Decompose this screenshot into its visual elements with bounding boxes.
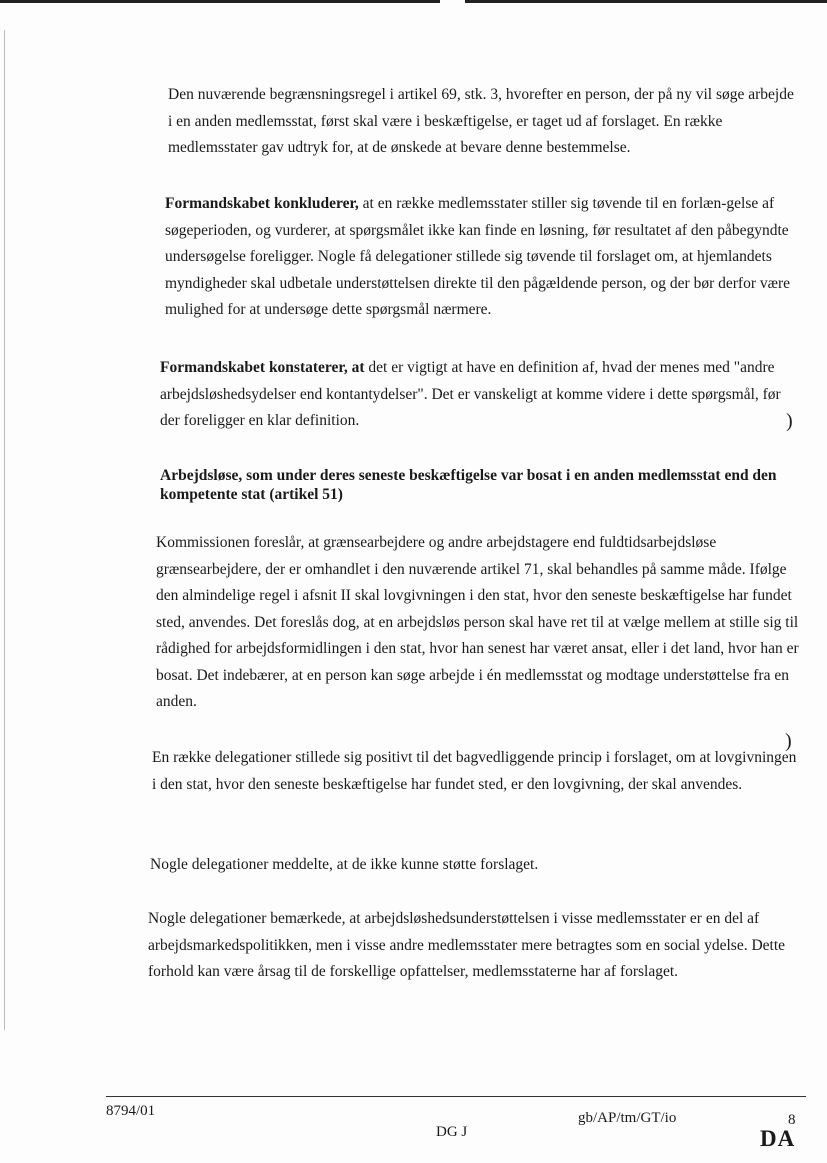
paragraph-6: Nogle delegationer meddelte, at de ikke kunne støtte forslaget. <box>150 856 539 873</box>
margin-mark-bracket: ) <box>786 410 793 432</box>
paragraph-7: Nogle delegationer bemærkede, at arbejdsløshedsunderstøttelsen i visse medlemsstater er en del af arbejdsmarkedspolitikken, men i visse andre medlemsstater mere betragtes som en social ydelse. Dette forhold kan være årsag til de forskellige opfattelser, medlemsstaterne har af forslaget. <box>148 910 786 980</box>
top-border-right <box>465 0 827 3</box>
margin-mark-bracket-2: ) <box>785 730 792 752</box>
paragraph-3-lead: Formandskabet konstaterer, at <box>160 359 365 376</box>
paragraph-3-body: det er vigtigt at have en definition af, hvad der menes med "andre arbejdsløshedsydelser end kontantydelser". Det er vanskeligt at komme videre i dette spørgsmål, før der foreligger en klar definition. <box>160 359 781 429</box>
paragraph-2-lead: Formandskabet konkluderer, <box>165 195 359 212</box>
paragraph-5: En række delegationer stillede sig positivt til det bagvedliggende princip i forslaget, om at lovgivningen i den stat, hvor den seneste beskæftigelse har fundet sted, er den lovgivning, der skal anvendes. <box>152 749 797 793</box>
footer-rule <box>106 1096 806 1097</box>
section-heading: Arbejdsløse, som under deres seneste beskæftigelse var bosat i en anden medlemsstat end den kompetente stat (artikel 51) <box>160 467 777 503</box>
paragraph-2 <box>165 191 800 324</box>
footer-doc-number: 8794/01 <box>106 1103 156 1119</box>
footer-initials: gb/AP/tm/GT/io <box>578 1110 677 1126</box>
paragraph-2-body: at en række medlemsstater stiller sig tøvende til en forlæn-gelse af søgeperioden, og vurderer, at spørgsmålet ikke kan finde en løsning, før resultatet af den påbegyndte undersøgelse foreligger. Nogle få delegationer stillede sig tøvende til forslaget om, at hjemlandets myndigheder skal udbetale understøttelsen direkte til den pågældende person, og der bør derfor være mulighed for at undersøge dette spørgsmål nærmere. <box>165 195 790 318</box>
paragraph-4: Kommissionen foreslår, at grænsearbejdere og andre arbejdstagere end fuldtidsarbejdsløse grænsearbejdere, der er omhandlet i den nuværende artikel 71, skal behandles på samme måde. Ifølge den almindelige regel i afsnit II skal lovgivningen i den stat, hvor den seneste beskæftigelse har fundet sted, anvendes. Det foreslås dog, at en arbejdsløs person skal have ret til at vælge mellem at stille sig til rådighed for arbejdsformidlingen i den stat, hvor han senest har været ansat, eller i det land, hvor han er bosat. Det indebærer, at en person kan søge arbejde i én medlemsstat og modtage understøttelse fra en anden. <box>156 534 799 710</box>
footer-page-number: 8 <box>788 1112 796 1128</box>
paragraph-1: Den nuværende begrænsningsregel i artikel 69, stk. 3, hvorefter en person, der på ny vil søge arbejde i en anden medlemsstat, først skal være i beskæftigelse, er taget ud af forslaget. En række medlemsstater gav udtryk for, at de ønskede at bevare denne bestemmelse. <box>168 86 794 156</box>
top-border-left <box>0 0 440 3</box>
left-margin-line <box>4 30 5 1030</box>
paragraph-3 <box>160 355 796 435</box>
footer-dg: DG J <box>436 1124 468 1140</box>
footer-language: DA <box>760 1126 796 1151</box>
